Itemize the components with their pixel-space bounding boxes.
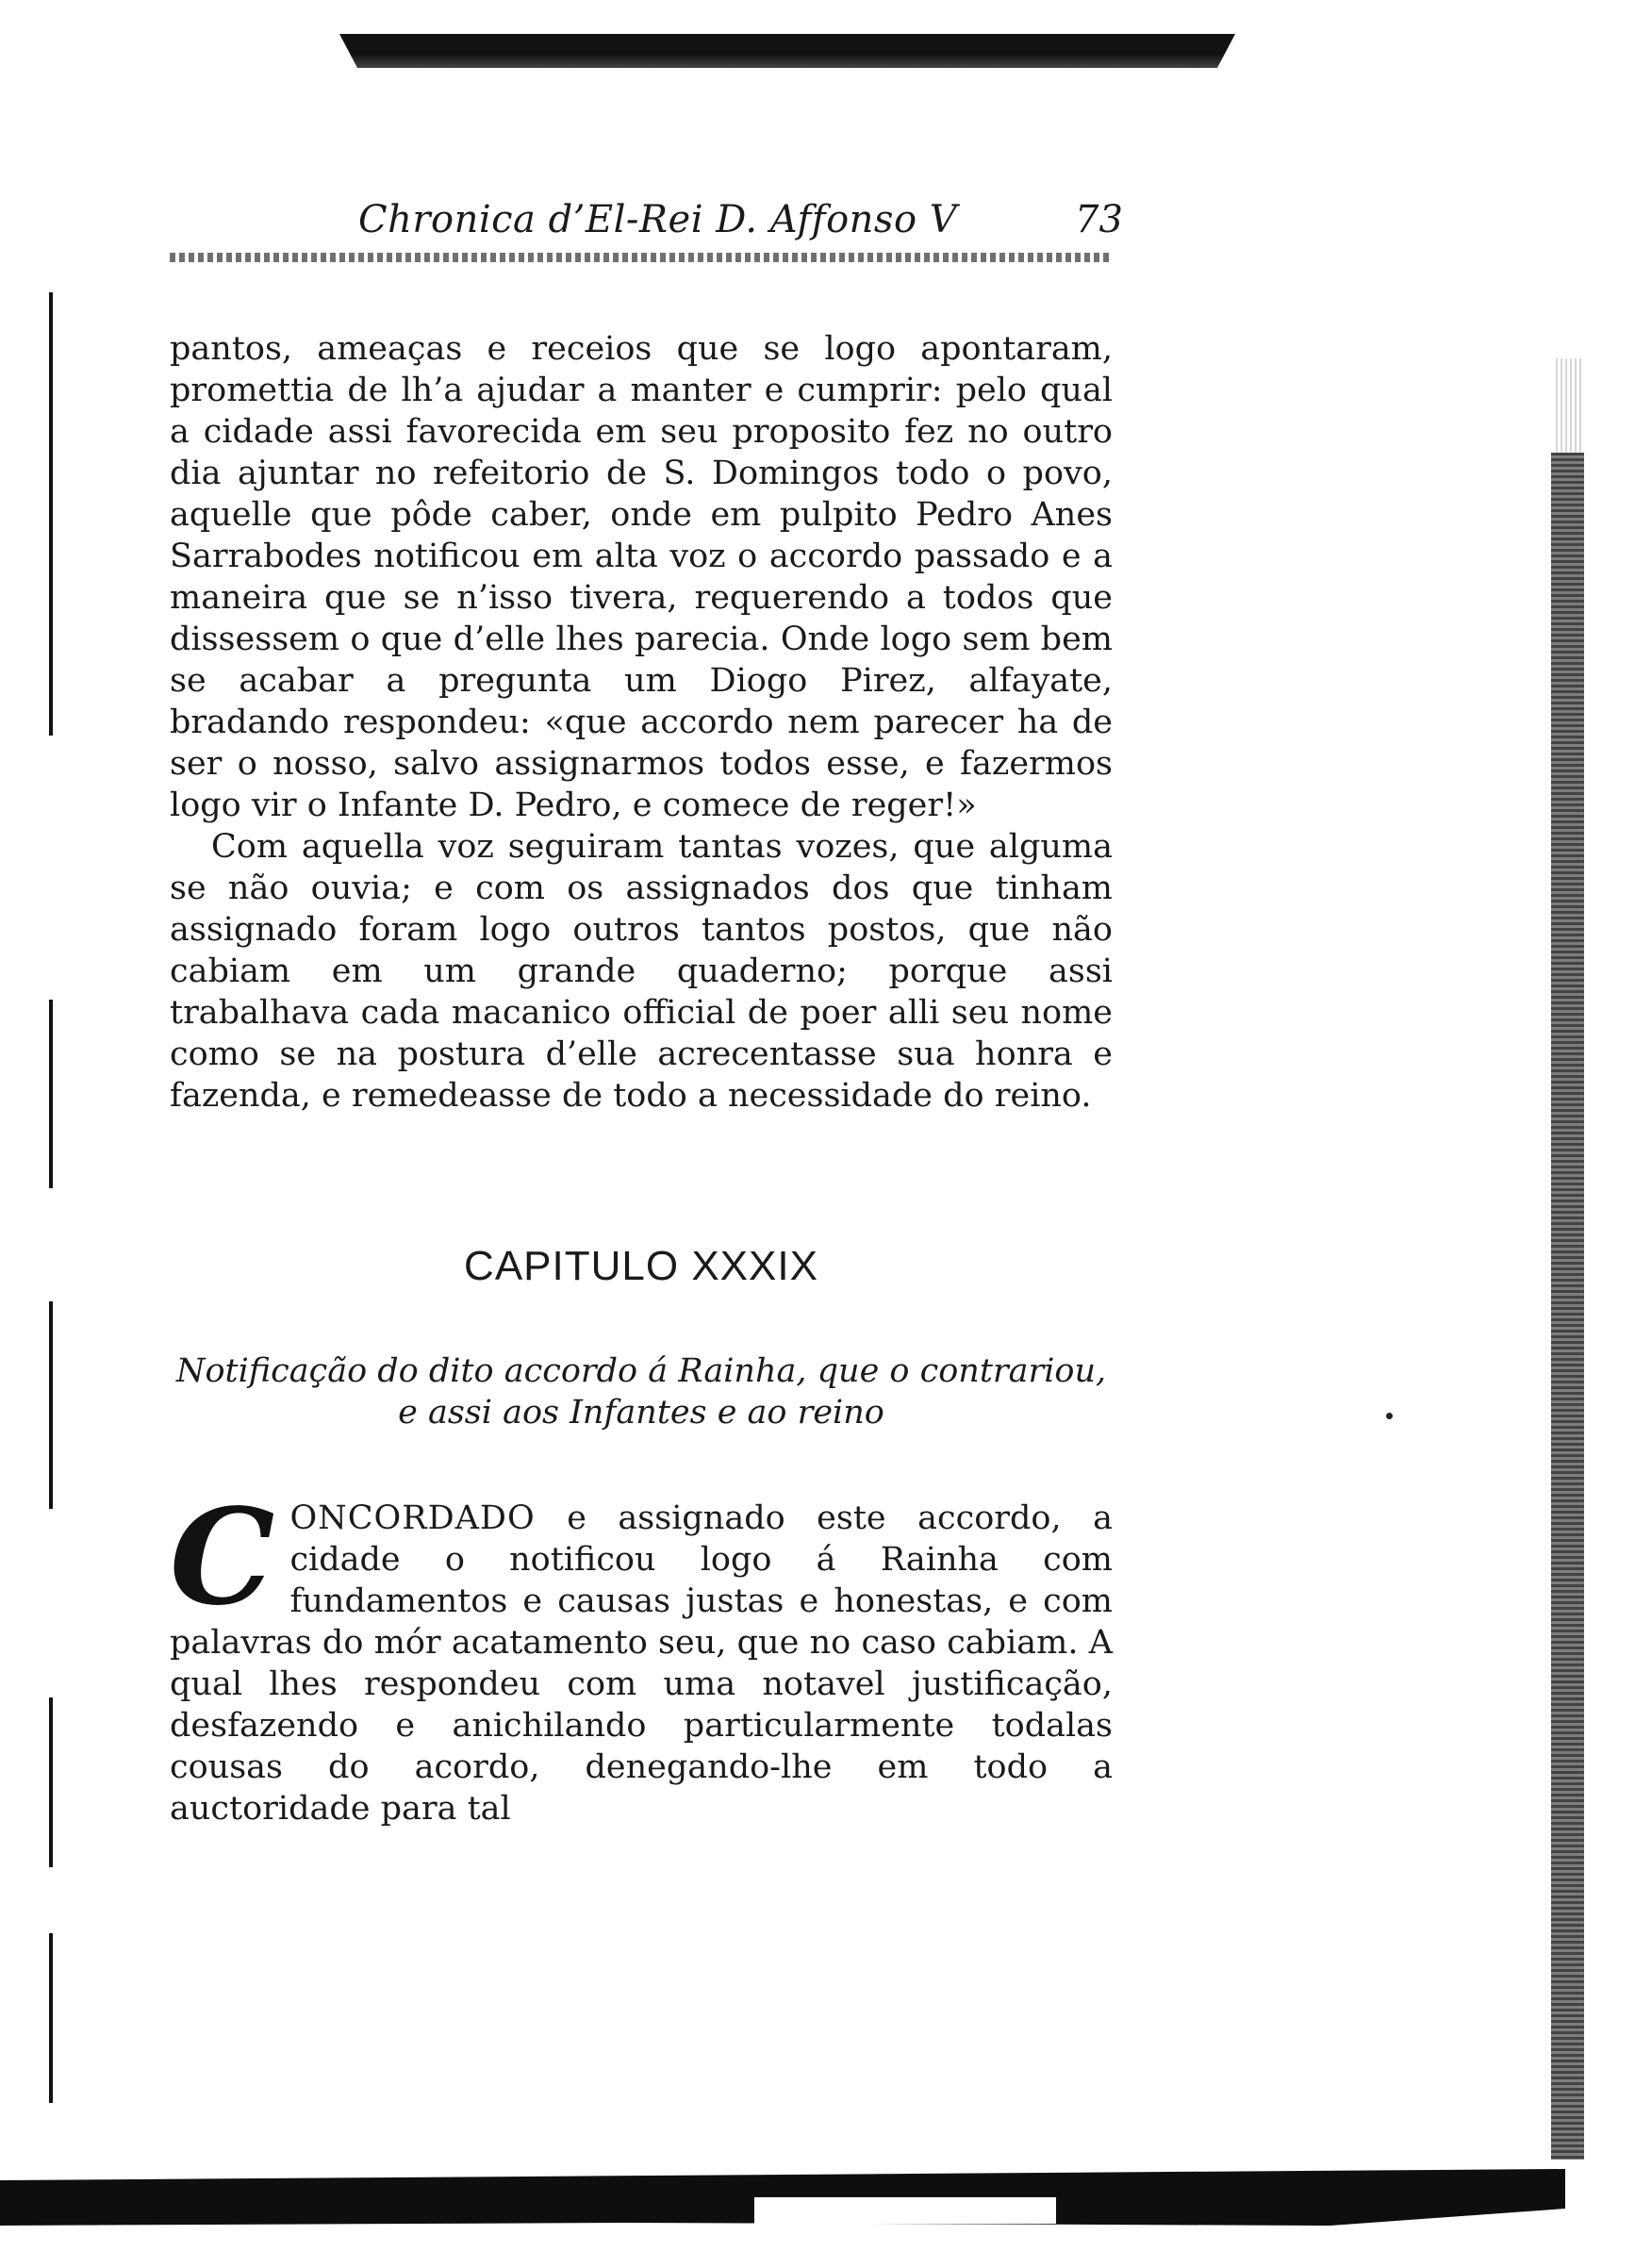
chapter-subtitle-line: Notificação do dito accordo á Rainha, que o contrariou, <box>175 1352 1107 1390</box>
scan-left-edge <box>49 1933 53 2103</box>
scan-right-edge <box>1551 453 1584 2160</box>
chapter-subtitle <box>170 1350 1113 1433</box>
running-title: Chronica d’El-Rei D. Affonso V <box>358 198 958 241</box>
page-number: 73 <box>1075 198 1123 241</box>
chapter-body <box>170 1481 1113 1829</box>
scan-top-border <box>339 34 1235 68</box>
stray-mark <box>1386 1413 1393 1419</box>
paragraph: pantos, ameaças e receios que se logo apontaram, promettia de lh’a ajudar a manter e cumprir: pelo qual a cidade assi favorecida em seu proposito fez no outro dia ajuntar no refeitorio de S. Domingos todo o povo, aquelle que pôde caber, onde em pulpito Pedro Anes Sarrabodes notificou em alta voz o accordo passado e a maneira que se n’isso tivera, requerendo a todos que dissessem o que d’elle lhes parecia. Onde logo sem bem se acabar a pregunta um Diogo Pirez, alfayate, bradando respondeu: «que accordo nem parecer ha de ser o nosso, salvo assignarmos todos esse, e fazermos logo vir o Infante D. Pedro, e comece de reger!» <box>170 330 1113 824</box>
opening-word: ONCORDADO <box>289 1499 536 1537</box>
running-header <box>170 198 1123 255</box>
chapter-body-text: e assignado este accordo, a cidade o notificou logo á Rainha com fundamentos e causas justas e honestas, e com palavras do mór acatamento seu, que no caso cabiam. A qual lhes respondeu com uma notavel justificação, desfazendo e anichilando particularmente todalas cousas do acordo, denegando-lhe em todo a auctoridade para tal <box>170 1499 1113 1828</box>
scan-left-edge <box>49 292 53 736</box>
chapter-heading: CAPITULO XXXIX <box>464 1243 818 1289</box>
chapter-subtitle-line: e assi aos Infantes e ao reino <box>398 1394 884 1432</box>
scan-left-edge <box>49 1697 53 1867</box>
header-rule <box>170 253 1113 262</box>
paragraph: Com aquella voz seguiram tantas vozes, que alguma se não ouvia; e com os assignados dos que tinham assignado foram logo outros tantos postos, que não cabiam em um grande quaderno; porque assi trabalhava cada macanico official de poer alli seu nome como se na postura d’elle acrecentasse sua honra e fazenda, e remedeasse de todo a necessidade do reino. <box>170 828 1113 1115</box>
drop-cap: C <box>170 1481 275 1635</box>
scan-left-edge <box>49 1000 53 1188</box>
scan-right-edge-halftone <box>1556 358 1584 453</box>
scan-bottom-gap <box>754 2197 1056 2224</box>
scan-left-edge <box>49 1301 53 1509</box>
continued-text <box>170 328 1113 1117</box>
